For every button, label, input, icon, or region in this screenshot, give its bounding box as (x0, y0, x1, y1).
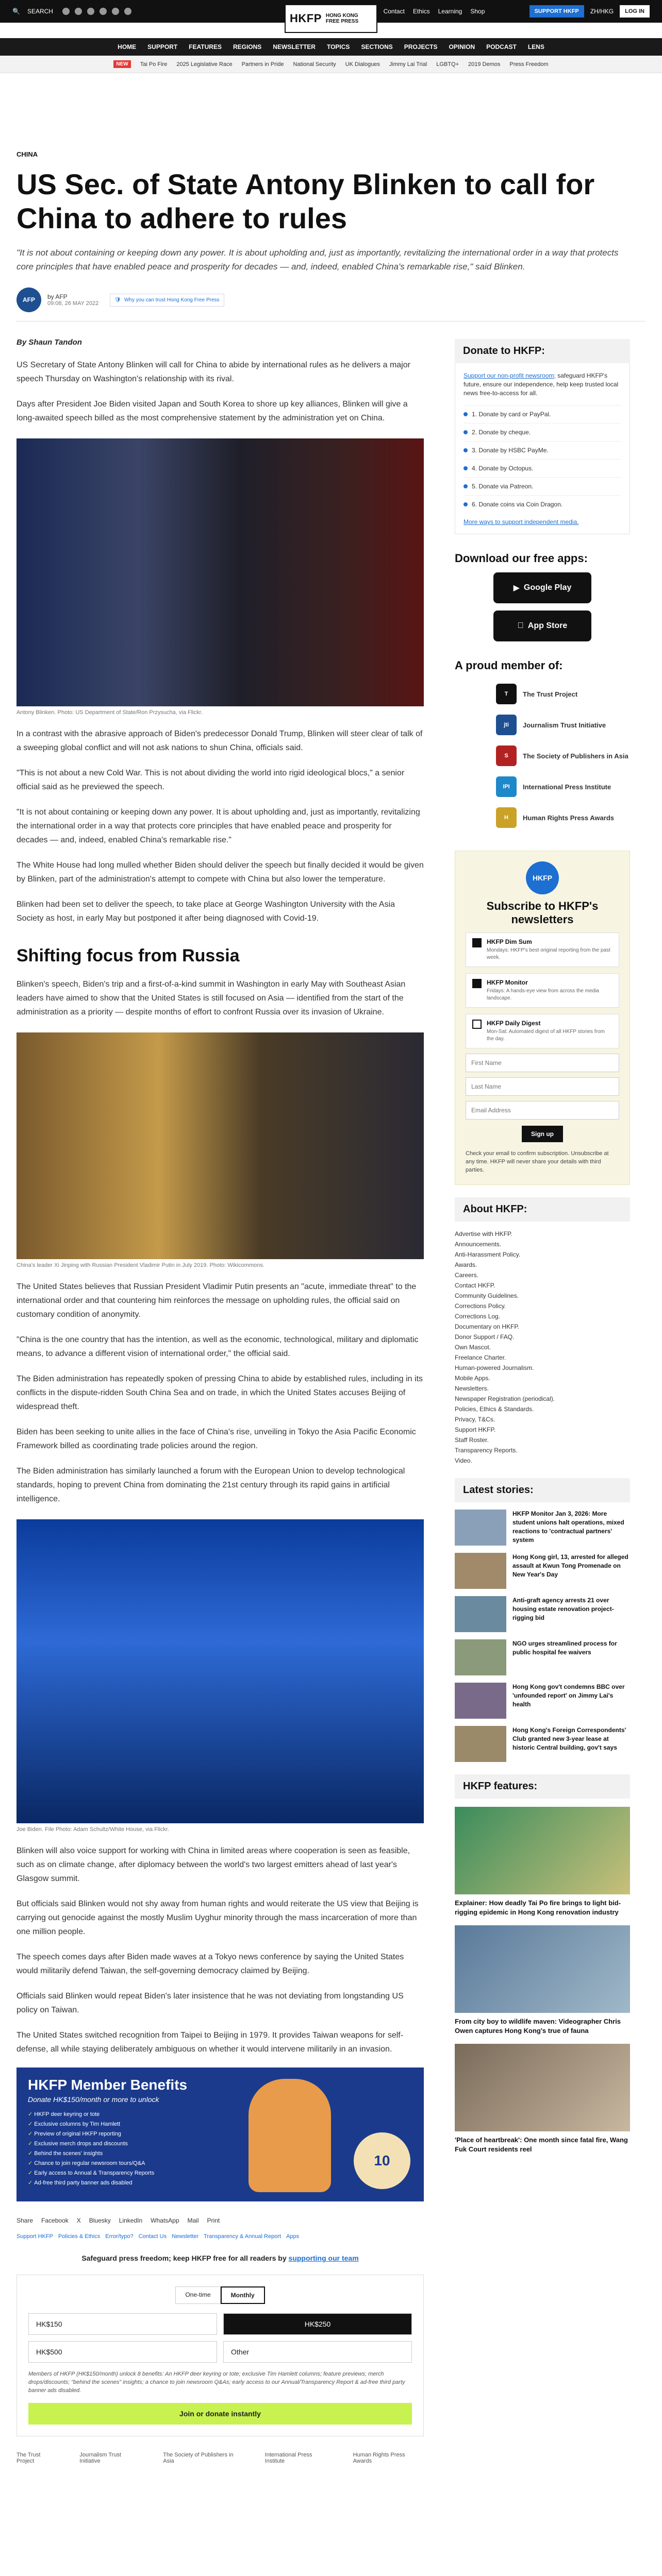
new-badge: NEW (113, 60, 130, 68)
top-link-shop[interactable]: Shop (470, 8, 485, 15)
feature-image (455, 1807, 630, 1894)
sub-nav (0, 56, 662, 73)
features-heading: HKFP features: (455, 1774, 630, 1799)
about-link[interactable]: Own Mascot. (455, 1344, 491, 1351)
benefit-item: ✓ Early access to Annual & Transparency Reports (28, 2168, 412, 2178)
footer-logo[interactable]: Human Rights Press Awards (353, 2452, 405, 2464)
share-x[interactable]: X (76, 2217, 81, 2224)
latest-story[interactable] (455, 1683, 630, 1719)
subnav-item[interactable]: 2019 Demos (468, 61, 501, 67)
benefit-item: ✓ Preview of original HKFP reporting (28, 2129, 412, 2139)
about-link[interactable]: Anti-Harassment Policy. (455, 1251, 521, 1258)
story-thumbnail (455, 1639, 506, 1675)
paragraph: US Secretary of State Antony Blinken will call for China to abide by international rules as he delivers a major speech Thursday on Washington's relationship with its rival. (16, 361, 410, 383)
paragraph: Officials said Blinken would repeat Biden's later insistence that he was not deviating from longstanding US policy on Taiwan. (16, 1992, 404, 2014)
linkedin-icon[interactable] (124, 8, 131, 15)
newsletter-logo: HKFP (526, 861, 559, 894)
instagram-icon[interactable] (87, 8, 94, 15)
paragraph: But officials said Blinken would not shy away from human rights and would reiterate the US view that Beijing is carrying out genocide against the mostly Muslim Uyghur minority through the mass incarceration of more than one million people. (16, 1900, 419, 1936)
nav-home[interactable]: HOME (118, 43, 137, 50)
frequency-toggle (28, 2286, 412, 2304)
threads-icon[interactable] (112, 8, 119, 15)
about-heading: About HKFP: (455, 1197, 630, 1222)
amount-options (28, 2313, 412, 2363)
newsletter-desc: Fridays: A hands-eye view from across the media landscape. (487, 988, 599, 1001)
nav-topics[interactable]: TOPICS (326, 43, 350, 50)
nav-sections[interactable]: SECTIONS (361, 43, 393, 50)
share-facebook[interactable]: Facebook (41, 2217, 69, 2224)
benefits-subtitle: Donate HK$150/month or more to unlock (28, 2095, 159, 2104)
latest-story[interactable] (455, 1553, 630, 1589)
play-icon: ▶ (513, 584, 520, 592)
about-link[interactable]: Transparency Reports. (455, 1447, 518, 1454)
latest-heading: Latest stories: (455, 1478, 630, 1502)
about-link[interactable]: Donor Support / FAQ. (455, 1333, 515, 1341)
footer-logo[interactable]: The Society of Publishers in Asia (163, 2452, 234, 2464)
top-link-contact[interactable]: Contact (383, 8, 405, 15)
story-title: Hong Kong's Foreign Correspondents' Club granted new 3-year lease at historic Central building, gov't says (512, 1726, 626, 1751)
footer-logos (16, 2452, 424, 2464)
member-name: Journalism Trust Initiative (523, 721, 606, 729)
amount-option[interactable]: HK$150 (28, 2313, 217, 2335)
last-name-input[interactable] (466, 1077, 619, 1096)
about-link[interactable]: Human-powered Journalism. (455, 1364, 534, 1371)
benefit-item: ✓ Exclusive merch drops and discounts (28, 2139, 412, 2149)
article-photo-biden (16, 1519, 424, 1823)
category-tag[interactable]: CHINA (16, 150, 38, 158)
byline[interactable]: by AFP (47, 293, 68, 300)
amount-option[interactable]: HK$500 (28, 2341, 217, 2363)
search-icon[interactable]: 🔍 (12, 8, 20, 15)
page-container (16, 150, 646, 2464)
footer-logo[interactable]: Journalism Trust Initiative (79, 2452, 121, 2464)
safeguard-banner (16, 2254, 424, 2262)
donate-intro-text: safeguard HKFP's future, ensure our independence, help keep trusted local news free-to-access for all. (464, 372, 619, 397)
first-name-input[interactable] (466, 1054, 619, 1072)
newsletter-checkbox[interactable] (472, 979, 482, 988)
donate-options (464, 405, 621, 513)
paragraph: Days after President Joe Biden visited Japan and South Korea to shore up key alliances, Blinken will give a long-awaited speech billed as the most comprehensive statement by the administration yet on China. (16, 400, 408, 422)
top-link-ethics[interactable]: Ethics (412, 8, 430, 15)
login-button[interactable]: LOG IN (620, 5, 650, 18)
nav-regions[interactable]: REGIONS (233, 43, 262, 50)
paragraph: The United States switched recognition from Taipei to Beijing in 1979. It provides Taiwan weapons for self-defense, all while staying deliberately ambiguous on whether it would intervene militarily in an invasion. (16, 2031, 404, 2054)
member-name: Human Rights Press Awards (523, 814, 614, 822)
publish-date: 09:08, 26 MAY 2022 (47, 300, 99, 307)
paragraph: "This is not about a new Cold War. This is not about dividing the world into rigid ideological blocs," a senior official said as he previewed the speech. (16, 769, 405, 791)
article-photo-blinken (16, 438, 424, 706)
member-name: International Press Institute (523, 783, 611, 791)
deer-mascot-icon (249, 2079, 331, 2192)
photo-caption: China's leader Xi Jinping with Russian President Vladimir Putin in July 2019. Photo: Wikicommons. (16, 1262, 264, 1268)
about-link[interactable]: Announcements. (455, 1241, 502, 1248)
benefits-title: HKFP Member Benefits (28, 2077, 188, 2093)
subnav-item[interactable]: Jimmy Lai Trial (389, 61, 427, 67)
latest-story[interactable] (455, 1510, 630, 1546)
donate-option[interactable]: 4. Donate by Octopus. (464, 459, 621, 477)
latest-story[interactable] (455, 1596, 630, 1632)
donate-option[interactable]: 1. Donate by card or PayPal. (464, 405, 621, 423)
newsletter-option[interactable] (466, 933, 619, 967)
paragraph: "China is the one country that has the intention, as well as the economic, technological, military and diplomatic means, to advance a different vision of international order," the official said. (16, 1335, 419, 1358)
story-title: NGO urges streamlined process for public hospital fee waivers (512, 1640, 617, 1656)
sidebar (455, 327, 630, 2464)
about-link[interactable]: Policies, Ethics & Standards. (455, 1405, 534, 1413)
newsletter-name: HKFP Daily Digest (487, 1020, 541, 1027)
nav-newsletter[interactable]: NEWSLETTER (273, 43, 316, 50)
jti-icon: jti (496, 715, 517, 735)
main-nav (0, 38, 662, 56)
about-link[interactable]: Corrections Log. (455, 1313, 501, 1320)
x-icon[interactable] (75, 8, 82, 15)
email-input[interactable] (466, 1101, 619, 1120)
latest-story[interactable] (455, 1639, 630, 1675)
member-logo[interactable] (455, 802, 630, 833)
feature-image (455, 2044, 630, 2131)
feature-image (455, 1925, 630, 2013)
story-thumbnail (455, 1683, 506, 1719)
app-store-button[interactable] (493, 611, 591, 641)
share-bluesky[interactable]: Bluesky (89, 2217, 111, 2224)
author-line: By Shaun Tandon (16, 338, 82, 347)
about-link[interactable]: Community Guidelines. (455, 1292, 519, 1299)
one-time-tab[interactable]: One-time (175, 2286, 220, 2304)
site-logo[interactable] (285, 4, 377, 33)
link-contact[interactable]: Contact Us (138, 2233, 167, 2240)
safeguard-link[interactable]: supporting our team (288, 2254, 359, 2262)
about-link[interactable]: Awards. (455, 1261, 477, 1268)
article-dek: "It is not about containing or keeping down any power. It is about upholding and, just as importantly, revitalizing the international order in a way that protects core principles that have enabled peace and prosperity for decades — and, indeed, enabled China's remarkable rise," said Blinken. (16, 248, 619, 272)
sopa-icon: S (496, 745, 517, 766)
article-photo-xi-putin (16, 1032, 424, 1259)
feature-title: Explainer: How deadly Tai Po fire brings to light bid-rigging epidemic in Hong Kong renovation industry (455, 1899, 621, 1916)
newsletter-footnote: Check your email to confirm subscription. Unsubscribe at any time. HKFP will never share your details with third parties. (466, 1150, 609, 1173)
donate-option[interactable]: 5. Donate via Patreon. (464, 477, 621, 495)
about-link[interactable]: Newsletters. (455, 1385, 489, 1392)
subnav-item[interactable]: Partners in Pride (241, 61, 284, 67)
google-play-label: Google Play (523, 583, 572, 592)
newsletter-option[interactable] (466, 1014, 619, 1048)
subnav-item[interactable]: National Security (293, 61, 336, 67)
story-thumbnail (455, 1596, 506, 1632)
donate-button[interactable]: Join or donate instantly (28, 2403, 412, 2425)
paragraph: The White House had long mulled whether Biden should deliver the speech but finally decided it would be given by Blinken, part of the administration's attempt to compete with China but also lower the temperature. (16, 861, 424, 884)
about-link[interactable]: Video. (455, 1457, 472, 1464)
shield-icon: 🛡 (114, 297, 121, 303)
nav-lens[interactable]: LENS (527, 43, 544, 50)
trust-label: Why you can trust Hong Kong Free Press (124, 297, 220, 303)
trust-badge[interactable] (110, 294, 224, 307)
paragraph: Biden has been seeking to unite allies in the face of China's rise, unveiling in Tokyo the Asia Pacific Economic Framework billed as coordinating trade policies around the region. (16, 1428, 416, 1450)
member-logo[interactable] (455, 679, 630, 709)
story-thumbnail (455, 1726, 506, 1762)
logo-wordmark: HKFP (290, 12, 322, 25)
share-print[interactable]: Print (207, 2217, 220, 2224)
newsletter-box (455, 851, 630, 1185)
about-link[interactable]: Mobile Apps. (455, 1375, 490, 1382)
link-support[interactable]: Support HKFP (16, 2233, 53, 2240)
footer-logo[interactable]: International Press Institute (264, 2452, 312, 2464)
about-link[interactable]: Support HKFP. (455, 1426, 496, 1433)
link-newsletter[interactable]: Newsletter (172, 2233, 199, 2240)
safeguard-text: Safeguard press freedom; keep HKFP free for all readers by (81, 2254, 287, 2262)
nav-support[interactable]: SUPPORT (147, 43, 178, 50)
facebook-icon[interactable] (62, 8, 70, 15)
monthly-tab[interactable]: Monthly (221, 2286, 265, 2304)
newsletter-name: HKFP Monitor (487, 979, 528, 986)
newsletter-desc: Mondays: HKFP's best original reporting from the past week. (487, 947, 610, 960)
more-ways-link[interactable]: More ways to support independent media. (464, 518, 579, 526)
link-apps[interactable]: Apps (286, 2233, 300, 2240)
link-error[interactable]: Error/typo? (105, 2233, 134, 2240)
about-link[interactable]: Newspaper Registration (periodical). (455, 1395, 555, 1402)
subnav-item[interactable]: Press Freedom (509, 61, 549, 67)
story-thumbnail (455, 1553, 506, 1589)
signup-button[interactable]: Sign up (522, 1126, 563, 1142)
paragraph: Blinken had been set to deliver the speech, to take place at George Washington University with the Asia Society as host, in early May but postponed it after being diagnosed with Covid-19. (16, 900, 395, 923)
donate-option[interactable]: 2. Donate by cheque. (464, 423, 621, 441)
paragraph: "It is not about containing or keeping down any power. It is about upholding and, just as importantly, revitalizing the international order in a way that protects core principles that have enabled peace and prosperity for decades — and, indeed, enabled China's remarkable rise." (16, 808, 420, 844)
logo-subtitle: HONG KONG FREE PRESS (325, 13, 359, 24)
member-logo[interactable] (455, 709, 630, 740)
newsletter-title: Subscribe to HKFP's newsletters (486, 900, 599, 926)
newsletter-desc: Mon-Sat: Automated digest of all HKFP stories from the day. (487, 1029, 605, 1042)
benefit-item: ✓ HKFP deer keyring or tote (28, 2110, 412, 2120)
subnav-item[interactable]: Tai Po Fire (140, 61, 168, 67)
nav-features[interactable]: FEATURES (189, 43, 222, 50)
donate-heading: Donate to HKFP: (455, 339, 630, 363)
about-link[interactable]: Contact HKFP. (455, 1282, 495, 1289)
hrpa-icon: H (496, 807, 517, 828)
content-layout (16, 327, 646, 2464)
byline-text (47, 293, 98, 307)
subnav-item[interactable]: LGBTQ+ (436, 61, 459, 67)
about-link[interactable]: Advertise with HKFP. (455, 1230, 512, 1238)
google-play-button[interactable] (493, 572, 591, 603)
section-heading: Shifting focus from Russia (16, 946, 240, 965)
membership-logos (455, 679, 630, 833)
story-thumbnail (455, 1510, 506, 1546)
footer-links-row (16, 2233, 424, 2240)
about-link[interactable]: Documentary on HKFP. (455, 1323, 520, 1330)
share-label: Share (16, 2217, 34, 2224)
photo-caption: Joe Biden. File Photo: Adam Schultz/White House, via Flickr. (16, 1826, 169, 1833)
about-link[interactable]: Staff Roster. (455, 1436, 489, 1444)
member-logo[interactable] (455, 740, 630, 771)
amount-option[interactable]: HK$250 (223, 2313, 412, 2335)
nav-podcast[interactable]: PODCAST (486, 43, 517, 50)
language-link[interactable]: ZH/HKG (590, 8, 614, 15)
support-button[interactable]: SUPPORT HKFP (529, 5, 584, 18)
donate-intro-link[interactable]: Support our non-profit newsroom; (464, 372, 556, 379)
feature-title: 'Place of heartbreak': One month since fatal fire, Wang Fuk Court residents reel (455, 2136, 628, 2153)
top-link-learning[interactable]: Learning (438, 8, 462, 15)
about-link[interactable]: Corrections Policy. (455, 1302, 506, 1310)
benefits-list (28, 2110, 412, 2188)
social-icons (62, 8, 131, 15)
paragraph: The Biden administration has repeatedly spoken of pressing China to abide by established rules, including in its conflicts in the dispute-ridden South China Sea and on trade, in which the United States accuses Beijing of widespread theft. (16, 1375, 423, 1411)
amount-option[interactable]: Other (223, 2341, 412, 2363)
author-avatar: AFP (16, 287, 41, 312)
feature-card[interactable] (455, 1807, 630, 1917)
story-title: Hong Kong gov't condemns BBC over 'unfounded report' on Jimmy Lai's health (512, 1683, 625, 1708)
nav-opinion[interactable]: OPINION (449, 43, 475, 50)
article-body (16, 327, 424, 2464)
link-policies[interactable]: Policies & Ethics (58, 2233, 101, 2240)
proud-heading: A proud member of: (455, 659, 563, 672)
feature-card[interactable] (455, 1925, 630, 2036)
benefit-item: ✓ Behind the scenes' insights (28, 2149, 412, 2159)
anniversary-badge: 10 (354, 2132, 410, 2189)
subnav-item[interactable]: 2025 Legislative Race (176, 61, 233, 67)
paragraph: Blinken will also voice support for working with China in limited areas where cooperation is seen as feasible, such as on climate change, after diplomacy between the world's two largest emitters ahead of last year's Glasgow summit. (16, 1846, 410, 1883)
paragraph: Blinken's speech, Biden's trip and a first-of-a-kind summit in Washington in early May with Southeast Asian leaders have aimed to show that the United States is still focused on Asia — identified from the start of the administration as a priority — despite months of effort to confront Russia over its invasion of Ukraine. (16, 980, 406, 1016)
donate-option[interactable]: 6. Donate coins via Coin Dragon. (464, 495, 621, 513)
share-linkedin[interactable]: LinkedIn (119, 2217, 143, 2224)
subnav-item[interactable]: UK Dialogues (345, 61, 380, 67)
donate-option[interactable]: 3. Donate by HSBC PayMe. (464, 441, 621, 459)
newsletter-checkbox[interactable] (472, 1020, 482, 1029)
paragraph: The speech comes days after Biden made waves at a Tokyo news conference by saying the United States would militarily defend Taiwan, the self-governing democracy claimed by Beijing. (16, 1953, 404, 1975)
benefit-item: ✓ Exclusive columns by Tim Hamlett (28, 2120, 412, 2129)
apple-icon (518, 621, 524, 631)
donate-intro (464, 371, 621, 398)
share-mail[interactable]: Mail (187, 2217, 199, 2224)
feature-title: From city boy to wildlife maven: Videographer Chris Owen captures Hong Kong's true of fauna (455, 2018, 621, 2035)
member-name: The Society of Publishers in Asia (523, 752, 628, 760)
byline-row (16, 286, 646, 314)
paragraph: The Biden administration has similarly launched a forum with the European Union to develop technological standards, hoping to prevent China from dominating the 21st century through its rapid gains in artificial intelligence. (16, 1467, 405, 1503)
utility-left (12, 8, 280, 15)
feature-card[interactable] (455, 2044, 630, 2154)
share-whatsapp[interactable]: WhatsApp (151, 2217, 179, 2224)
link-transparency[interactable]: Transparency & Annual Report (204, 2233, 282, 2240)
ipi-icon: IPI (496, 776, 517, 797)
paragraph: In a contrast with the abrasive approach of Biden's predecessor Donald Trump, Blinken will steer clear of talk of a sweeping global conflict and will not ask nations to shun China, officials said. (16, 730, 423, 752)
youtube-icon[interactable] (100, 8, 107, 15)
page-title: US Sec. of State Antony Blinken to call for China to adhere to rules (16, 168, 595, 234)
member-logo[interactable] (455, 771, 630, 802)
newsletter-option[interactable] (466, 973, 619, 1008)
utility-right (529, 5, 650, 18)
search-link[interactable]: SEARCH (27, 8, 53, 15)
about-link[interactable]: Freelance Charter. (455, 1354, 506, 1361)
latest-story[interactable] (455, 1726, 630, 1762)
donate-box (455, 363, 630, 534)
paragraph: The United States believes that Russian President Vladimir Putin presents an "acute, immediate threat" to the international order and that countering him reinforces the message on upholding rules, the official said on customary condition of anonymity. (16, 1282, 417, 1319)
apps-heading: Download our free apps: (455, 552, 588, 565)
about-link[interactable]: Privacy, T&Cs. (455, 1416, 495, 1423)
footer-logo[interactable]: The Trust Project (16, 2452, 41, 2464)
trust-project-icon: T (496, 684, 517, 704)
app-store-label: App Store (524, 621, 565, 630)
about-list (455, 1229, 630, 1466)
newsletter-checkbox[interactable] (472, 938, 482, 947)
donate-widget (16, 2275, 424, 2436)
member-benefits-banner[interactable] (16, 2067, 424, 2201)
story-title: HKFP Monitor Jan 3, 2026: More student unions halt operations, mixed reactions to 'contractual partners' system (512, 1510, 624, 1544)
newsletter-name: HKFP Dim Sum (487, 938, 532, 945)
nav-projects[interactable]: PROJECTS (404, 43, 438, 50)
benefit-item: ✓ Chance to join regular newsroom tours/Q&A (28, 2159, 412, 2168)
share-row (16, 2217, 424, 2224)
donate-note: Members of HKFP (HK$150/month) unlock 8 benefits: An HKFP deer keyring or tote; exclusive Tim Hamlett columns; feature previews; merch drops/discounts; "behind the scenes" insights; a chance to join newsroom Q&As; early access to our Annual/Transparency Report & ad-free third party banner ads disabled. (28, 2371, 405, 2394)
photo-caption: Antony Blinken. Photo: US Department of State/Ron Przysucha, via Flickr. (16, 709, 203, 716)
member-name: The Trust Project (523, 690, 578, 698)
story-title: Hong Kong girl, 13, arrested for alleged assault at Kwun Tong Promenade on New Year's Day (512, 1553, 628, 1578)
about-link[interactable]: Careers. (455, 1272, 479, 1279)
story-title: Anti-graft agency arrests 21 over housing estate renovation project-rigging bid (512, 1597, 614, 1621)
benefit-item: ✓ Ad-free third party banner ads disabled (28, 2178, 412, 2188)
